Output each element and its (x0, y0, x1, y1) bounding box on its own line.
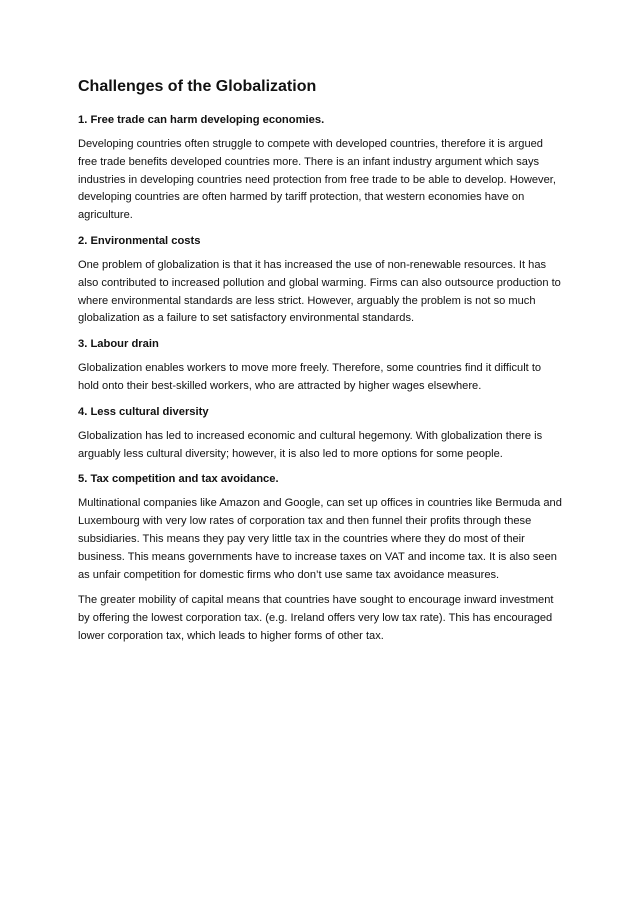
section-free-trade (78, 112, 564, 225)
section-tax-competition (78, 471, 564, 645)
section-heading: 2. Environmental costs (78, 234, 201, 247)
document-title: Challenges of the Globalization (78, 78, 317, 95)
section-heading: 4. Less cultural diversity (78, 405, 209, 418)
section-paragraph: Globalization enables workers to move more freely. Therefore, some countries find it difficult to hold onto their best-skilled workers, who are attracted by higher wages elsewhere. (78, 362, 542, 392)
section-labour-drain (78, 336, 564, 396)
document-page (78, 76, 564, 654)
section-paragraph: Developing countries often struggle to compete with developed countries, therefore it is argued free trade benefits developed countries more. There is an infant industry argument which says industries in developing countries need protection from free trade to be able to develop. However, developing countries are often harmed by tariff protection, that western economies have on agriculture. (78, 138, 556, 222)
section-paragraph: Globalization has led to increased economic and cultural hegemony. With globalization there is arguably less cultural diversity; however, it is also led to more options for some people. (78, 429, 543, 460)
section-paragraph: Multinational companies like Amazon and Google, can set up offices in countries like Bermuda and Luxembourg with very low rates of corporation tax and then funnel their profits through these subsidiaries. This means they pay very little tax in the countries where they do most of their business. This means governments have to increase taxes on VAT and income tax. It is also seen as unfair competition for domestic firms who don’t use same tax avoidance measures. (78, 497, 562, 581)
section-heading: 3. Labour drain (78, 338, 159, 351)
section-heading: 1. Free trade can harm developing economies. (78, 114, 325, 126)
section-paragraph: The greater mobility of capital means that countries have sought to encourage inward investment by offering the lowest corporation tax. (e.g. Ireland offers very low tax rate). This has encouraged lower corporation tax, which leads to higher forms of other tax. (78, 594, 554, 642)
section-environmental-costs (78, 233, 564, 328)
section-cultural-diversity (78, 404, 564, 464)
section-heading: 5. Tax competition and tax avoidance. (78, 473, 279, 486)
section-paragraph: One problem of globalization is that it has increased the use of non-renewable resources. It has also contributed to increased pollution and global warming. Firms can also outsource production to where environmental standards are less strict. However, arguably the problem is not so much globalization as a failure to set satisfactory environmental standards. (78, 258, 561, 325)
